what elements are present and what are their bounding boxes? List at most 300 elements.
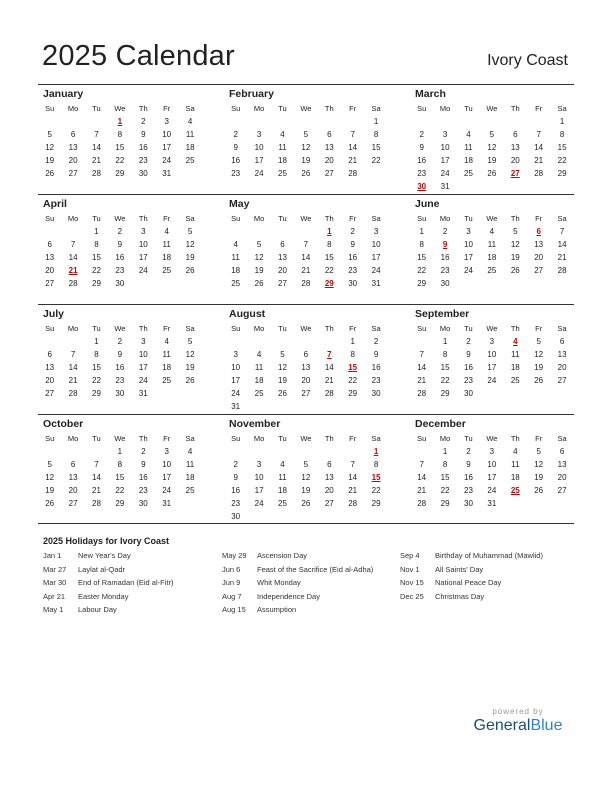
calendar-day: 30 bbox=[115, 279, 125, 288]
weekday-label: Mo bbox=[253, 104, 265, 113]
calendar-day: 26 bbox=[534, 376, 544, 385]
calendar-day: 11 bbox=[185, 460, 195, 469]
calendar-day: 10 bbox=[162, 460, 172, 469]
calendar-day: 11 bbox=[278, 143, 287, 152]
month-july bbox=[38, 305, 202, 415]
calendar-day: 20 bbox=[557, 473, 567, 482]
calendar-day: 11 bbox=[162, 350, 171, 359]
calendar-day: 20 bbox=[68, 486, 78, 495]
calendar-day: 14 bbox=[417, 363, 427, 372]
weekday-label: Th bbox=[510, 104, 520, 113]
month-february bbox=[224, 85, 388, 195]
calendar-day: 5 bbox=[47, 130, 52, 139]
calendar-day: 24 bbox=[371, 266, 381, 275]
calendar-day: 20 bbox=[534, 253, 544, 262]
holiday-name: All Saints' Day bbox=[435, 564, 484, 574]
month-january bbox=[38, 85, 202, 195]
month-june bbox=[410, 195, 574, 305]
weekday-label: Sa bbox=[185, 434, 195, 443]
calendar-day: 21 bbox=[417, 376, 427, 385]
holiday-date: Mar 27 bbox=[43, 564, 67, 574]
calendar-day: 6 bbox=[70, 130, 76, 139]
calendar-day: 3 bbox=[489, 447, 495, 456]
weekday-label: Su bbox=[231, 324, 241, 333]
calendar-day: 6 bbox=[47, 350, 52, 359]
calendar-day: 20 bbox=[510, 156, 520, 165]
calendar-day: 17 bbox=[162, 473, 172, 482]
calendar-day: 7 bbox=[419, 460, 424, 469]
weekday-label: Su bbox=[231, 104, 241, 113]
calendar-day: 13 bbox=[45, 253, 55, 262]
calendar-day: 2 bbox=[141, 447, 146, 456]
month-name: December bbox=[415, 418, 466, 430]
weekday-label: We bbox=[300, 434, 312, 443]
calendar-day: 22 bbox=[348, 376, 358, 385]
holiday-day: 21 bbox=[68, 266, 78, 275]
calendar-day: 29 bbox=[92, 279, 101, 288]
calendar-day: 27 bbox=[68, 169, 78, 178]
calendar-day: 18 bbox=[254, 376, 264, 385]
calendar-day: 8 bbox=[350, 350, 355, 359]
holiday-date: Mar 30 bbox=[43, 578, 67, 587]
calendar-day: 8 bbox=[419, 240, 424, 249]
weekday-label: Sa bbox=[185, 214, 195, 223]
calendar-day: 3 bbox=[373, 227, 379, 236]
brand-name bbox=[468, 717, 568, 735]
calendar-day: 31 bbox=[487, 499, 497, 508]
calendar-day: 9 bbox=[419, 143, 424, 152]
calendar-day: 2 bbox=[117, 227, 123, 236]
calendar-day: 23 bbox=[115, 266, 125, 275]
calendar-day: 14 bbox=[534, 143, 544, 152]
country-name: Ivory Coast bbox=[487, 52, 568, 69]
calendar-day: 26 bbox=[301, 499, 311, 508]
holiday-day: 30 bbox=[417, 182, 427, 191]
calendar-day: 25 bbox=[254, 389, 264, 398]
calendar-day: 8 bbox=[117, 130, 123, 139]
calendar-day: 5 bbox=[489, 130, 495, 139]
calendar-day: 6 bbox=[559, 447, 565, 456]
weekday-label: We bbox=[486, 214, 498, 223]
calendar-day: 6 bbox=[327, 460, 332, 469]
calendar-day: 25 bbox=[231, 279, 241, 288]
weekday-label: Fr bbox=[349, 214, 357, 223]
calendar-day: 12 bbox=[254, 253, 264, 262]
calendar-day: 14 bbox=[348, 143, 358, 152]
calendar-day: 18 bbox=[510, 473, 520, 482]
calendar-day: 18 bbox=[231, 266, 241, 275]
calendar-day: 12 bbox=[487, 143, 497, 152]
weekday-label: Su bbox=[45, 214, 55, 223]
weekday-label: Mo bbox=[67, 434, 79, 443]
calendar-day: 15 bbox=[115, 143, 125, 152]
calendar-day: 26 bbox=[185, 266, 195, 275]
calendar-day: 26 bbox=[510, 266, 520, 275]
calendar-day: 29 bbox=[440, 499, 450, 508]
calendar-day: 7 bbox=[303, 240, 309, 249]
calendar-day: 24 bbox=[138, 376, 148, 385]
calendar-day: 28 bbox=[348, 499, 358, 508]
weekday-label: Su bbox=[45, 104, 55, 113]
weekday-label: Tu bbox=[278, 324, 287, 333]
calendar-day: 17 bbox=[487, 363, 497, 372]
calendar-day: 4 bbox=[164, 337, 169, 346]
calendar-day: 25 bbox=[185, 156, 195, 165]
calendar-day: 10 bbox=[487, 350, 497, 359]
calendar-day: 12 bbox=[278, 363, 287, 372]
holiday-date: Jun 9 bbox=[222, 578, 241, 587]
calendar-day: 24 bbox=[231, 389, 241, 398]
calendar-day: 25 bbox=[510, 376, 520, 385]
month-name: June bbox=[415, 198, 440, 210]
calendar-day: 3 bbox=[256, 130, 262, 139]
calendar-day: 19 bbox=[45, 156, 55, 165]
holiday-name: Whit Monday bbox=[257, 578, 301, 587]
calendar-day: 4 bbox=[187, 117, 193, 126]
calendar-day: 9 bbox=[466, 460, 471, 469]
weekday-label: Mo bbox=[67, 214, 79, 223]
calendar-day: 17 bbox=[231, 376, 241, 385]
calendar-day: 15 bbox=[92, 363, 101, 372]
calendar-day: 12 bbox=[185, 350, 195, 359]
calendar-day: 2 bbox=[233, 130, 238, 139]
calendar-row bbox=[38, 84, 574, 194]
calendar-day: 2 bbox=[117, 337, 123, 346]
calendar-day: 23 bbox=[231, 499, 241, 508]
calendar-day: 18 bbox=[278, 486, 287, 495]
calendar-day: 5 bbox=[303, 460, 309, 469]
calendar-day: 21 bbox=[324, 376, 334, 385]
calendar-day: 5 bbox=[303, 130, 309, 139]
calendar-day: 19 bbox=[254, 266, 264, 275]
calendar-day: 31 bbox=[231, 402, 241, 411]
holiday-name: Feast of the Sacrifice (Eid al-Adha) bbox=[257, 564, 374, 574]
calendar-day: 16 bbox=[464, 473, 473, 482]
calendar-day: 8 bbox=[117, 460, 123, 469]
calendar-day: 31 bbox=[138, 389, 148, 398]
calendar-day: 27 bbox=[301, 389, 311, 398]
calendar-day: 19 bbox=[487, 156, 497, 165]
holiday-date: Nov 15 bbox=[400, 578, 424, 587]
calendar-day: 11 bbox=[511, 350, 520, 359]
month-march bbox=[410, 85, 574, 195]
calendar-day: 21 bbox=[92, 486, 101, 495]
calendar-day: 22 bbox=[371, 486, 381, 495]
calendar-day: 27 bbox=[557, 486, 567, 495]
weekday-label: Th bbox=[324, 434, 334, 443]
brand-powered-text: powered by bbox=[492, 707, 544, 716]
calendar-day: 10 bbox=[371, 240, 381, 249]
calendar-day: 10 bbox=[138, 240, 148, 249]
calendar-day: 5 bbox=[280, 350, 285, 359]
calendar-day: 22 bbox=[115, 486, 125, 495]
weekday-label: We bbox=[300, 214, 312, 223]
holiday-date: Aug 15 bbox=[222, 605, 246, 614]
holiday-day: 15 bbox=[371, 473, 381, 482]
calendar-day: 31 bbox=[440, 182, 450, 191]
holiday-day: 7 bbox=[327, 350, 332, 359]
calendar-day: 27 bbox=[45, 389, 55, 398]
calendar-day: 15 bbox=[440, 363, 450, 372]
holiday-date: Sep 4 bbox=[400, 551, 420, 560]
weekday-label: Mo bbox=[439, 214, 451, 223]
calendar-day: 4 bbox=[466, 130, 471, 139]
brand-name-part2: Blue bbox=[530, 717, 563, 734]
calendar-grid bbox=[38, 84, 574, 524]
calendar-day: 23 bbox=[464, 376, 473, 385]
calendar-day: 11 bbox=[487, 240, 497, 249]
calendar-day: 23 bbox=[138, 156, 148, 165]
calendar-day: 11 bbox=[185, 130, 195, 139]
calendar-day: 31 bbox=[371, 279, 381, 288]
calendar-day: 29 bbox=[92, 389, 101, 398]
calendar-day: 7 bbox=[70, 240, 76, 249]
calendar-day: 26 bbox=[45, 169, 55, 178]
calendar-day: 10 bbox=[440, 143, 450, 152]
calendar-day: 27 bbox=[534, 266, 544, 275]
calendar-day: 13 bbox=[510, 143, 520, 152]
calendar-day: 3 bbox=[141, 227, 146, 236]
calendar-day: 9 bbox=[141, 130, 146, 139]
calendar-day: 12 bbox=[301, 143, 311, 152]
month-december bbox=[410, 415, 574, 525]
calendar-day: 30 bbox=[440, 279, 450, 288]
calendar-day: 20 bbox=[301, 376, 311, 385]
calendar-day: 13 bbox=[278, 253, 287, 262]
calendar-day: 19 bbox=[185, 363, 195, 372]
calendar-day: 5 bbox=[47, 460, 52, 469]
calendar-day: 21 bbox=[348, 486, 358, 495]
weekday-label: Mo bbox=[439, 104, 451, 113]
weekday-label: We bbox=[486, 104, 498, 113]
calendar-day: 12 bbox=[45, 473, 55, 482]
holiday-day: 27 bbox=[510, 169, 520, 178]
holiday-day: 1 bbox=[327, 227, 332, 236]
calendar-day: 18 bbox=[162, 253, 172, 262]
weekday-label: Sa bbox=[185, 324, 195, 333]
calendar-day: 11 bbox=[511, 460, 520, 469]
month-name: November bbox=[229, 418, 281, 430]
weekday-label: Su bbox=[417, 324, 427, 333]
calendar-day: 17 bbox=[138, 363, 148, 372]
month-name: May bbox=[229, 198, 250, 210]
calendar-day: 2 bbox=[233, 460, 238, 469]
calendar-day: 5 bbox=[187, 227, 193, 236]
calendar-day: 25 bbox=[185, 486, 195, 495]
calendar-day: 13 bbox=[324, 473, 334, 482]
calendar-day: 13 bbox=[301, 363, 311, 372]
calendar-day: 24 bbox=[487, 376, 497, 385]
calendar-day: 19 bbox=[301, 486, 311, 495]
calendar-day: 5 bbox=[256, 240, 262, 249]
calendar-day: 21 bbox=[557, 253, 567, 262]
weekday-label: Th bbox=[138, 434, 148, 443]
weekday-label: Mo bbox=[253, 434, 265, 443]
calendar-day: 18 bbox=[185, 473, 195, 482]
month-name: August bbox=[229, 308, 266, 320]
weekday-label: Th bbox=[324, 104, 334, 113]
weekday-label: Sa bbox=[371, 324, 381, 333]
month-november bbox=[224, 415, 388, 525]
calendar-day: 29 bbox=[557, 169, 567, 178]
calendar-day: 13 bbox=[68, 473, 78, 482]
weekday-label: Fr bbox=[349, 104, 357, 113]
calendar-day: 7 bbox=[536, 130, 541, 139]
calendar-day: 3 bbox=[442, 130, 448, 139]
calendar-day: 19 bbox=[510, 253, 520, 262]
month-name: April bbox=[43, 198, 67, 210]
calendar-day: 15 bbox=[557, 143, 567, 152]
calendar-day: 28 bbox=[92, 499, 101, 508]
calendar-day: 16 bbox=[371, 363, 381, 372]
calendar-day: 9 bbox=[373, 350, 379, 359]
calendar-day: 19 bbox=[534, 363, 544, 372]
calendar-day: 16 bbox=[138, 473, 148, 482]
calendar-day: 29 bbox=[371, 499, 381, 508]
calendar-day: 3 bbox=[466, 227, 471, 236]
holiday-day: 9 bbox=[442, 240, 448, 249]
holiday-date: Nov 1 bbox=[400, 564, 420, 574]
calendar-day: 1 bbox=[373, 117, 379, 126]
month-name: October bbox=[43, 418, 84, 430]
calendar-day: 23 bbox=[348, 266, 358, 275]
holidays-title: 2025 Holidays for Ivory Coast bbox=[43, 536, 170, 546]
holiday-day: 1 bbox=[373, 447, 379, 456]
weekday-label: Sa bbox=[371, 434, 381, 443]
calendar-day: 31 bbox=[162, 499, 172, 508]
calendar-day: 10 bbox=[162, 130, 172, 139]
calendar-day: 17 bbox=[254, 156, 264, 165]
weekday-label: Su bbox=[231, 214, 241, 223]
weekday-label: Tu bbox=[278, 434, 287, 443]
calendar-day: 12 bbox=[301, 473, 311, 482]
weekday-label: Tu bbox=[464, 324, 473, 333]
calendar-day: 6 bbox=[303, 350, 309, 359]
calendar-day: 12 bbox=[510, 240, 520, 249]
calendar-day: 11 bbox=[162, 240, 171, 249]
calendar-day: 30 bbox=[371, 389, 381, 398]
calendar-day: 9 bbox=[350, 240, 355, 249]
calendar-day: 24 bbox=[254, 169, 264, 178]
calendar-day: 22 bbox=[92, 266, 101, 275]
calendar-day: 19 bbox=[534, 473, 544, 482]
calendar-day: 20 bbox=[557, 363, 567, 372]
calendar-day: 6 bbox=[280, 240, 285, 249]
weekday-label: Th bbox=[138, 324, 148, 333]
calendar-day: 25 bbox=[162, 266, 172, 275]
calendar-day: 16 bbox=[115, 363, 125, 372]
calendar-day: 12 bbox=[185, 240, 195, 249]
calendar-day: 16 bbox=[440, 253, 450, 262]
weekday-label: Su bbox=[231, 434, 241, 443]
calendar-day: 23 bbox=[440, 266, 450, 275]
weekday-label: Su bbox=[417, 434, 427, 443]
calendar-day: 27 bbox=[324, 499, 334, 508]
weekday-label: Sa bbox=[557, 324, 567, 333]
calendar-day: 15 bbox=[92, 253, 101, 262]
calendar-day: 15 bbox=[115, 473, 125, 482]
calendar-day: 4 bbox=[233, 240, 238, 249]
calendar-day: 5 bbox=[536, 337, 541, 346]
weekday-label: We bbox=[300, 104, 312, 113]
weekday-label: Su bbox=[45, 434, 55, 443]
calendar-day: 30 bbox=[115, 389, 125, 398]
calendar-day: 24 bbox=[487, 486, 497, 495]
calendar-day: 11 bbox=[278, 473, 287, 482]
calendar-day: 14 bbox=[92, 143, 101, 152]
calendar-day: 18 bbox=[487, 253, 497, 262]
calendar-day: 2 bbox=[442, 227, 448, 236]
calendar-day: 28 bbox=[557, 266, 567, 275]
calendar-day: 2 bbox=[141, 117, 146, 126]
calendar-day: 21 bbox=[92, 156, 101, 165]
calendar-day: 8 bbox=[94, 240, 99, 249]
calendar-day: 16 bbox=[348, 253, 358, 262]
calendar-day: 6 bbox=[47, 240, 52, 249]
calendar-day: 24 bbox=[254, 499, 264, 508]
calendar-day: 29 bbox=[115, 169, 125, 178]
month-april bbox=[38, 195, 202, 305]
weekday-label: We bbox=[486, 434, 498, 443]
calendar-day: 25 bbox=[487, 266, 497, 275]
weekday-label: Fr bbox=[535, 104, 543, 113]
calendar-day: 29 bbox=[348, 389, 358, 398]
calendar-day: 7 bbox=[70, 350, 76, 359]
calendar-day: 23 bbox=[371, 376, 381, 385]
month-name: January bbox=[43, 88, 84, 100]
calendar-day: 8 bbox=[327, 240, 332, 249]
weekday-label: Th bbox=[510, 324, 520, 333]
calendar-day: 30 bbox=[464, 389, 473, 398]
calendar-day: 14 bbox=[324, 363, 334, 372]
calendar-day: 8 bbox=[442, 460, 448, 469]
holiday-name: Labour Day bbox=[78, 605, 117, 614]
calendar-day: 18 bbox=[278, 156, 287, 165]
calendar-day: 23 bbox=[138, 486, 148, 495]
calendar-day: 26 bbox=[534, 486, 544, 495]
weekday-label: Fr bbox=[163, 104, 171, 113]
calendar-day: 27 bbox=[68, 499, 78, 508]
calendar-day: 14 bbox=[417, 473, 427, 482]
calendar-day: 25 bbox=[278, 169, 287, 178]
calendar-day: 19 bbox=[45, 486, 55, 495]
holiday-date: Aug 7 bbox=[222, 591, 242, 601]
calendar-day: 20 bbox=[278, 266, 287, 275]
holiday-name: Birthday of Muhammad (Mawlid) bbox=[435, 551, 543, 560]
calendar-day: 24 bbox=[440, 169, 450, 178]
weekday-label: Th bbox=[324, 324, 334, 333]
weekday-label: Mo bbox=[253, 324, 265, 333]
month-september bbox=[410, 305, 574, 415]
calendar-day: 16 bbox=[417, 156, 427, 165]
calendar-day: 9 bbox=[141, 460, 146, 469]
holiday-name: Christmas Day bbox=[435, 591, 485, 601]
calendar-day: 9 bbox=[233, 143, 238, 152]
weekday-label: Mo bbox=[67, 104, 79, 113]
holiday-name: Independence Day bbox=[257, 591, 320, 601]
calendar-day: 30 bbox=[231, 512, 241, 521]
calendar-day: 6 bbox=[559, 337, 565, 346]
calendar-day: 1 bbox=[117, 447, 123, 456]
calendar-day: 4 bbox=[256, 350, 262, 359]
weekday-label: Fr bbox=[163, 434, 171, 443]
holiday-name: National Peace Day bbox=[435, 578, 502, 587]
brand-logo bbox=[468, 707, 568, 735]
calendar-day: 13 bbox=[68, 143, 78, 152]
calendar-day: 3 bbox=[233, 350, 238, 359]
weekday-label: Th bbox=[138, 214, 148, 223]
calendar-day: 5 bbox=[187, 337, 193, 346]
